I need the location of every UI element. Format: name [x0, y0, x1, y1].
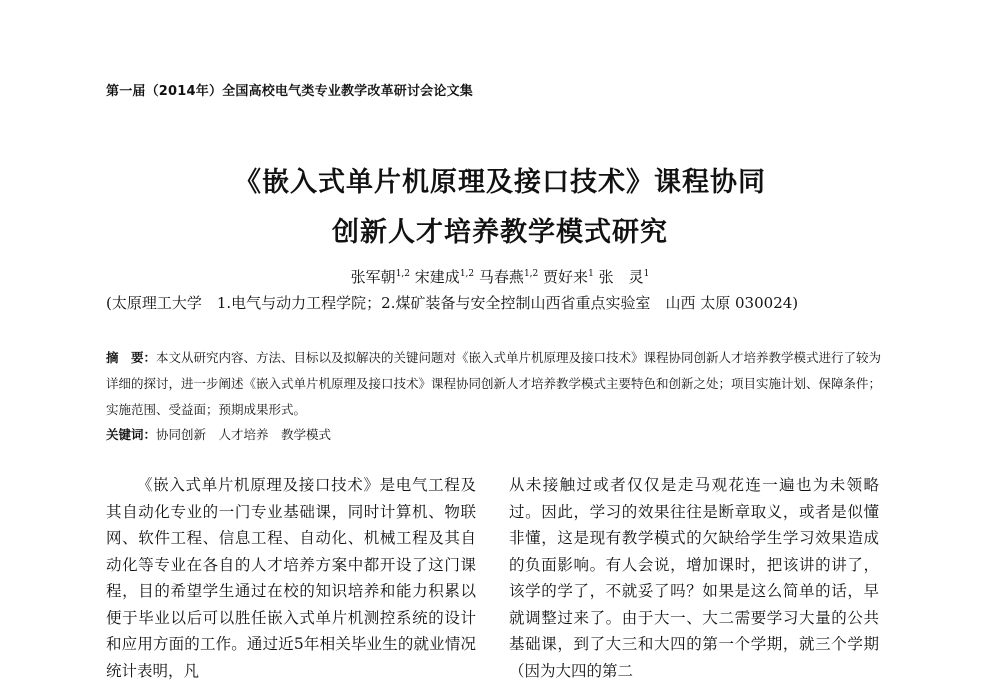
author-affil-mark: 1,2	[395, 269, 411, 279]
paper-title-line-1: 《嵌入式单片机原理及接口技术》课程协同	[234, 167, 766, 198]
body-column-left: 《嵌入式单片机原理及接口技术》是电气工程及其自动化专业的一门专业基础课，同时计算机、物联网、软件工程、信息工程、自动化、机械工程及其自动化等专业在各自的人才培养方案中都开设了这门课程，目的希望学生通过在校的知识培养和能力积累以便于毕业以后可以胜任嵌入式单片机测控系统的设计和应用方面的工作。通过近5年相关毕业生的就业情况统计表明，凡	[106, 476, 476, 680]
affiliation: (太原理工大学 1.电气与动力工程学院；2.煤矿装备与安全控制山西省重点实验室 山西 太原 030024)	[106, 294, 799, 312]
keywords	[106, 425, 331, 443]
paper-title-line-2: 创新人才培养教学模式研究	[332, 217, 668, 248]
author-affil-mark: 1,2	[459, 269, 475, 279]
body-column-right: 从未接触过或者仅仅是走马观花连一遍也为未领略过。因此，学习的效果往往是断章取义，或者是似懂非懂，这是现有教学模式的欠缺给学生学习效果造成的负面影响。有人会说，增加课时，把该讲的讲了，该学的学了，不就妥了吗？如果是这么简单的话，早就调整过来了。由于大一、大二需要学习大量的公共基础课，到了大三和大四的第一个学期，就三个学期（因为大四的第二	[509, 476, 879, 680]
abstract-label: 摘 要：	[106, 350, 157, 365]
keywords-label: 关键词：	[106, 427, 157, 442]
author-name: 贾好来	[543, 268, 589, 286]
author-list	[0, 266, 1000, 287]
keywords-text: 协同创新 人才培养 教学模式	[156, 427, 332, 442]
abstract	[106, 345, 886, 423]
author-name: 张军朝	[350, 268, 396, 286]
author-affil-mark: 1	[643, 269, 650, 279]
author-name: 张 灵	[598, 268, 644, 286]
author-name: 马春燕	[478, 268, 524, 286]
author-affil-mark: 1,2	[523, 269, 539, 279]
proceedings-header: 第一届（2014年）全国高校电气类专业教学改革研讨会论文集	[106, 84, 473, 99]
author-affil-mark: 1	[588, 269, 594, 279]
author-name: 宋建成	[414, 268, 460, 286]
abstract-text: 本文从研究内容、方法、目标以及拟解决的关键问题对《嵌入式单片机原理及接口技术》课程协同创新人才培养教学模式进行了较为详细的探讨，进一步阐述《嵌入式单片机原理及接口技术》课程协同创新人才培养教学模式主要特色和创新之处；项目实施计划、保障条件；实施范围、受益面；预期成果形式。	[106, 350, 882, 417]
